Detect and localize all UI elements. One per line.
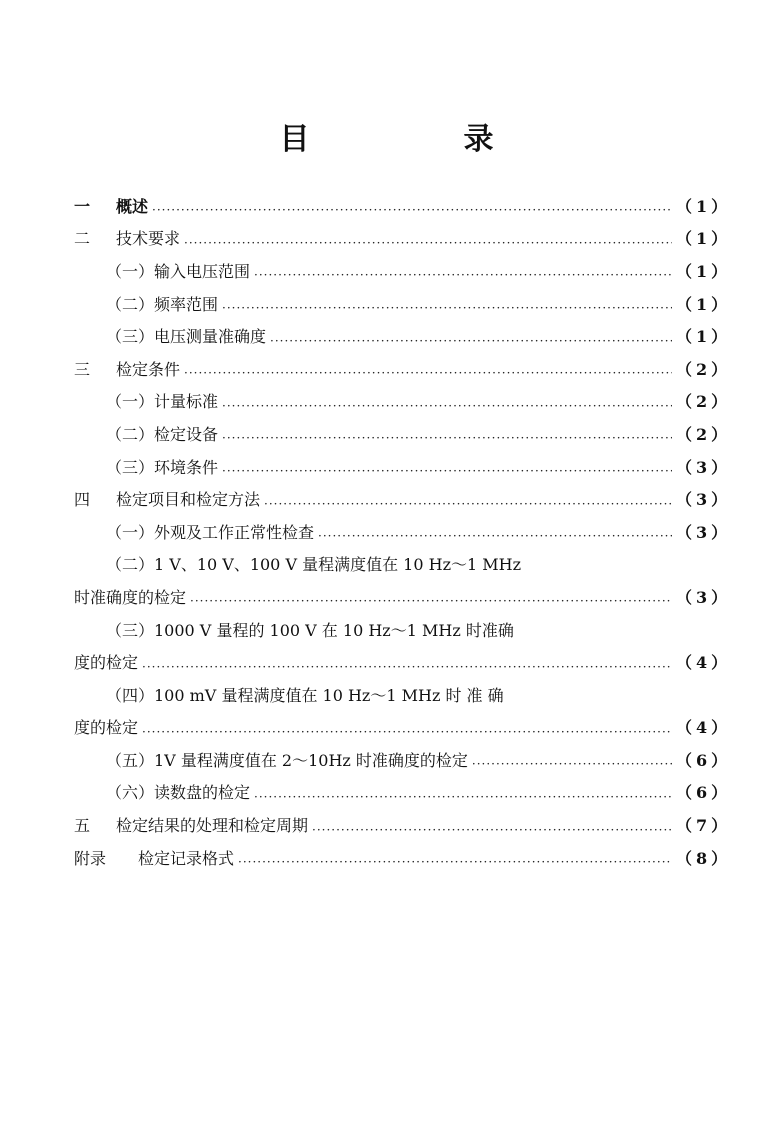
dot-leader [254, 786, 672, 802]
table-of-contents [74, 189, 732, 873]
toc-entry-label: 附录 检定记录格式 [74, 846, 234, 869]
toc-entry-number: 五 [74, 816, 91, 836]
toc-subentry[interactable] [74, 776, 732, 809]
toc-subentry-line1[interactable] [74, 678, 722, 711]
toc-entry-label: （一）外观及工作正常性检查 [106, 522, 315, 542]
toc-entry-label: 五 检定结果的处理和检定周期 [74, 813, 308, 836]
toc-entry[interactable] [74, 841, 732, 874]
toc-subentry[interactable] [74, 417, 732, 450]
toc-page-number: （4） [676, 718, 732, 738]
toc-entry-number: 二 [74, 229, 91, 249]
dot-leader [142, 721, 672, 737]
dot-leader [142, 656, 672, 672]
toc-entry-number: 一 [74, 196, 91, 216]
dot-leader [472, 753, 672, 769]
toc-entry-label-continued: 度的检定 [74, 718, 139, 738]
dot-leader [222, 297, 672, 313]
toc-page-number: （3） [676, 457, 732, 477]
toc-page-number: （7） [676, 816, 732, 836]
toc-entry[interactable] [74, 808, 732, 841]
toc-entry-label-continued: 时准确度的检定 [74, 587, 187, 607]
toc-page-number: （3） [676, 522, 732, 542]
toc-entry-label: （一）计量标准 [106, 392, 219, 412]
toc-entry-label: （五）1V 量程满度值在 2～10Hz 时准确度的检定 [106, 750, 468, 770]
toc-page-number: （2） [676, 392, 732, 412]
toc-entry-label: （二）1 V、10 V、100 V 量程满度值在 10 Hz～1 MHz [106, 555, 522, 575]
toc-subentry-line1[interactable] [74, 548, 722, 581]
dot-leader [238, 851, 672, 867]
toc-page-number: （1） [676, 327, 732, 347]
toc-page-number: （4） [676, 653, 732, 673]
dot-leader [184, 362, 672, 378]
dot-leader [318, 525, 672, 541]
toc-entry-label: 四 检定项目和检定方法 [74, 487, 260, 510]
toc-entry[interactable] [74, 189, 732, 222]
toc-page-number: （6） [676, 783, 732, 803]
dot-leader [190, 590, 672, 606]
toc-entry-label: 二 技术要求 [74, 226, 180, 249]
toc-entry-number: 三 [74, 359, 91, 379]
dot-leader [254, 264, 672, 280]
toc-page-number: （3） [676, 587, 732, 607]
toc-page-number: （1） [676, 261, 732, 281]
toc-entry-label-continued: 度的检定 [74, 653, 139, 673]
toc-entry-label: 三 检定条件 [74, 357, 180, 380]
toc-subentry-line1[interactable] [74, 613, 722, 646]
toc-page-number: （3） [676, 490, 732, 510]
dot-leader [152, 199, 672, 215]
toc-subentry[interactable] [74, 515, 732, 548]
toc-entry[interactable] [74, 482, 732, 515]
toc-entry-label: （二）频率范围 [106, 294, 219, 314]
toc-page-number: （6） [676, 750, 732, 770]
page-title: 目 录 [279, 122, 556, 157]
toc-entry-number: 附录 [74, 848, 107, 868]
dot-leader [264, 493, 672, 509]
toc-subentry-line2[interactable] [74, 711, 732, 744]
toc-entry-label: （三）电压测量准确度 [106, 327, 267, 347]
toc-entry[interactable] [74, 222, 732, 255]
toc-entry-label: （二）检定设备 [106, 424, 219, 444]
toc-page-number: （1） [676, 196, 732, 216]
dot-leader [184, 232, 672, 248]
toc-subentry[interactable] [74, 319, 732, 352]
toc-entry-label: （三）环境条件 [106, 457, 219, 477]
dot-leader [312, 819, 672, 835]
toc-subentry[interactable] [74, 254, 732, 287]
toc-entry-number: 四 [74, 490, 91, 510]
toc-entry[interactable] [74, 352, 732, 385]
toc-subentry-line2[interactable] [74, 645, 732, 678]
dot-leader [222, 395, 672, 411]
toc-subentry[interactable] [74, 450, 732, 483]
toc-page-number: （2） [676, 359, 732, 379]
dot-leader [222, 427, 672, 443]
toc-page-number: （2） [676, 424, 732, 444]
toc-subentry[interactable] [74, 743, 732, 776]
toc-subentry[interactable] [74, 287, 732, 320]
toc-entry-label: （一）输入电压范围 [106, 261, 251, 281]
toc-page-number: （1） [676, 229, 732, 249]
dot-leader [222, 460, 672, 476]
toc-subentry[interactable] [74, 385, 732, 418]
toc-subentry-line2[interactable] [74, 580, 732, 613]
toc-entry-label: 一 概述 [74, 194, 148, 217]
toc-entry-label: （六）读数盘的检定 [106, 783, 251, 803]
toc-entry-label: （四）100 mV 量程满度值在 10 Hz～1 MHz 时 准 确 [106, 685, 504, 705]
toc-page-number: （8） [676, 848, 732, 868]
toc-entry-label: （三）1000 V 量程的 100 V 在 10 Hz～1 MHz 时准确 [106, 620, 514, 640]
toc-page-number: （1） [676, 294, 732, 314]
dot-leader [270, 330, 672, 346]
